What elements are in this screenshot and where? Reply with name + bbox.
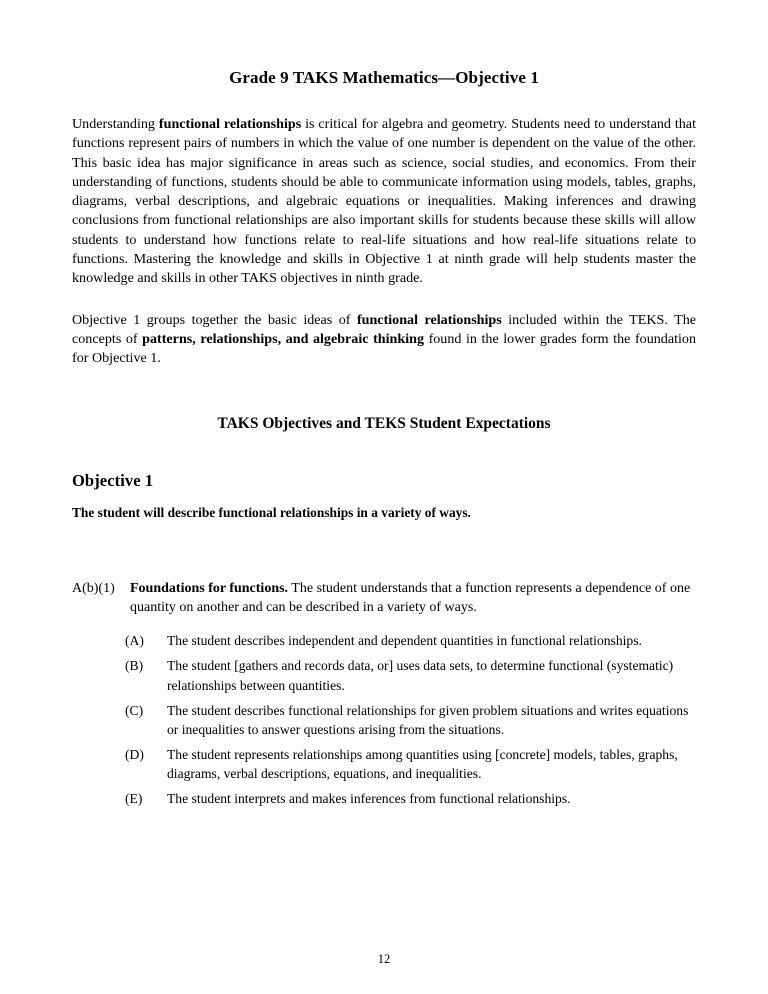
list-item xyxy=(72,631,696,650)
intro-paragraph-2 xyxy=(72,289,696,369)
intro-paragraph-1 xyxy=(72,88,696,289)
expectation-letter: (D) xyxy=(125,746,144,762)
list-item xyxy=(72,656,696,694)
teks-standard-bold-lead: Foundations for functions. xyxy=(130,580,289,596)
intro-p2-bold-1: functional relationships xyxy=(356,311,502,328)
teks-standard-body: The student understands that a function represents a dependence of one quantity on another and can be described in a variety of ways. xyxy=(130,580,691,615)
intro-p2-bold-2: patterns, relationships, and algebraic thinking xyxy=(142,330,425,347)
page-content xyxy=(72,0,696,808)
list-item xyxy=(72,745,696,783)
expectation-letter: (A) xyxy=(125,633,144,649)
expectation-text: The student describes functional relationships for given problem situations and writes equations or inequalities to answer questions arising from the situations. xyxy=(167,702,689,737)
intro-p2-text-3: found in the lower grades form the foundation for Objective 1. xyxy=(72,330,697,367)
expectation-letter: (E) xyxy=(125,791,143,807)
teks-standard-text xyxy=(130,581,690,615)
page-number: 12 xyxy=(377,952,391,966)
objective-title: Objective 1 xyxy=(72,470,154,490)
expectation-text: The student [gathers and records data, or] uses data sets, to determine functional (systematic) relationships between quantities. xyxy=(167,658,674,693)
intro-p1-text-2: is critical for algebra and geometry. Students need to understand that functions represent pairs of numbers in which the value of one number is dependent on the value of the other. This basic idea has major significance in areas such as science, social studies, and economics. From their understanding of functions, students should be able to communicate information using models, tables, graphs, diagrams, verbal descriptions, and algebraic equations or inequalities. Making inferences and drawing conclusions from functional relationships are also important skills for students because these skills will allow students to understand how functions relate to real-life situations and how real-life situations relate to functions. Mastering the knowledge and skills in Objective 1 at ninth grade will help students master the knowledge and skills in other TAKS objectives in ninth grade. xyxy=(72,116,696,287)
intro-p1-bold-1: functional relationships xyxy=(158,116,302,132)
expectation-text: The student describes independent and dependent quantities in functional relationships. xyxy=(167,633,642,649)
list-item xyxy=(72,789,696,808)
student-expectations-list xyxy=(72,617,696,808)
intro-p2-text-2: included within the TEKS. The concepts of xyxy=(72,311,696,347)
teks-standard-code: A(b)(1) xyxy=(72,580,115,596)
intro-p2-text-1: Objective 1 groups together the basic ideas of xyxy=(72,311,357,328)
teks-standard xyxy=(72,521,696,618)
objective-subtitle: The student will describe functional relationships in a variety of ways. xyxy=(72,504,471,520)
expectation-letter: (C) xyxy=(125,702,144,718)
expectation-text: The student interprets and makes inferences from functional relationships. xyxy=(167,791,571,807)
page-title: Grade 9 TAKS Mathematics—Objective 1 xyxy=(229,68,539,87)
section-heading: TAKS Objectives and TEKS Student Expectations xyxy=(217,414,551,432)
expectation-text: The student represents relationships among quantities using [concrete] models, tables, graphs, diagrams, verbal descriptions, equations, and inequalities. xyxy=(167,746,678,781)
intro-p1-text-1: Understanding xyxy=(72,116,159,132)
expectation-letter: (B) xyxy=(125,658,144,674)
list-item xyxy=(72,701,696,739)
